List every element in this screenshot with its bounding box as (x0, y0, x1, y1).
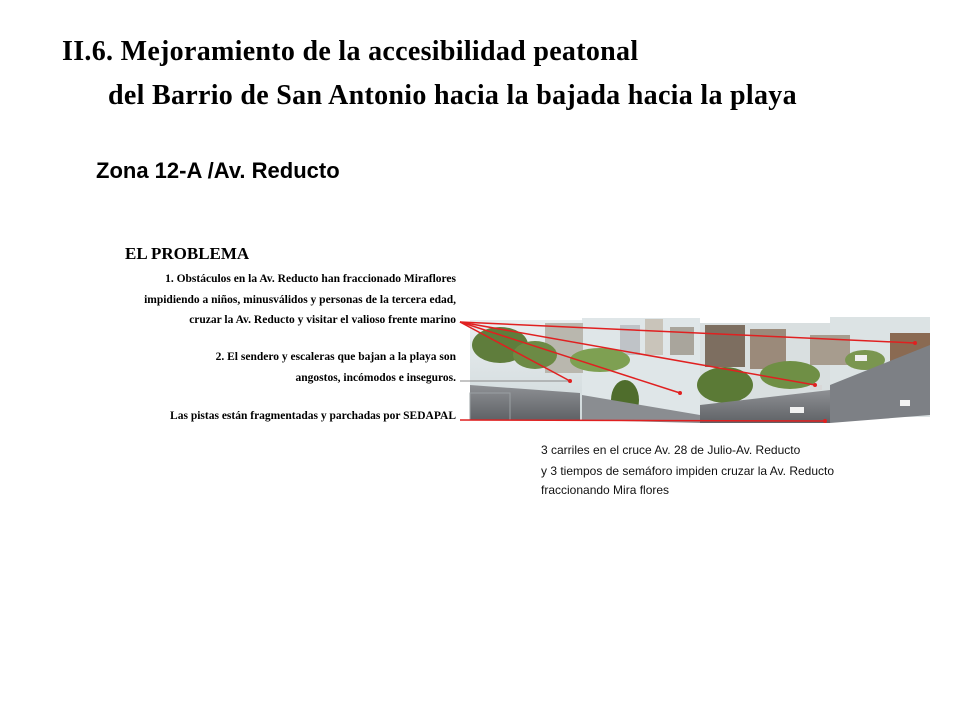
caption-line-3: fraccionando Mira flores (541, 483, 670, 497)
problem-line-5: angostos, incómodos e inseguros. (295, 372, 456, 384)
page-title-line-2: del Barrio de San Antonio hacia la bajada hacia la playa (108, 80, 797, 111)
problem-line-1: 1. Obstáculos en la Av. Reducto han fraccionado Miraflores (165, 273, 456, 285)
problem-line-6: Las pistas están fragmentadas y parchadas por SEDAPAL (170, 410, 456, 422)
problem-heading: EL PROBLEMA (125, 244, 250, 263)
street-panorama-photo (460, 315, 940, 440)
caption-line-2: y 3 tiempos de semáforo impiden cruzar la Av. Reducto (541, 464, 835, 478)
zone-subtitle: Zona 12-A /Av. Reducto (96, 158, 340, 183)
problem-line-4: 2. El sendero y escaleras que bajan a la playa son (215, 351, 456, 363)
caption-line-1: 3 carriles en el cruce Av. 28 de Julio-Av. Reducto (541, 443, 801, 457)
problem-line-2: impidiendo a niños, minusválidos y personas de la tercera edad, (144, 294, 456, 306)
page-title-line-1: II.6. Mejoramiento de la accesibilidad peatonal (62, 36, 639, 67)
problem-line-3: cruzar la Av. Reducto y visitar el valioso frente marino (189, 314, 456, 326)
